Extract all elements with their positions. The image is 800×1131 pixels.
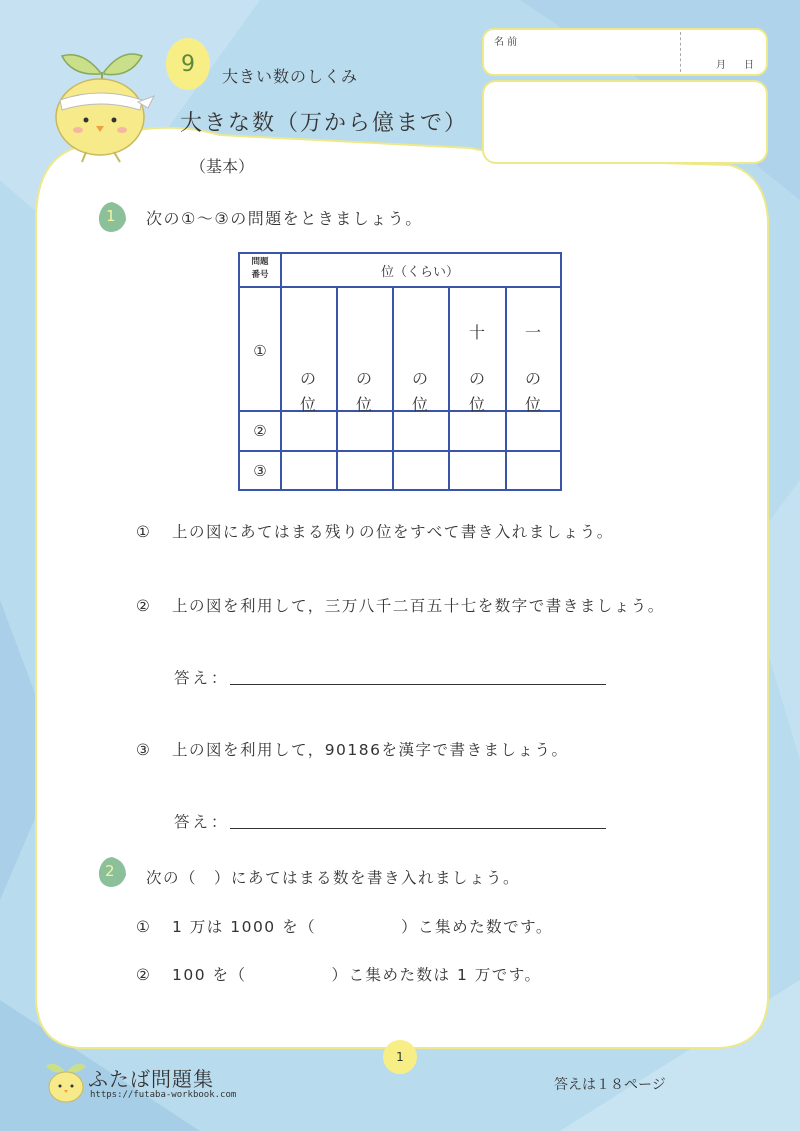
row-label-1: ① [253, 342, 267, 360]
answer-label-2: 答え： [174, 813, 230, 831]
lesson-title: 大きな数（万から億まで） [180, 111, 469, 136]
level-label: （基本） [190, 157, 255, 176]
section-1-instruction: 次の①～③の問題をときましょう。 [146, 209, 423, 228]
question-2-1: ① 1 万は 1000 を（ ）こ集めた数です。 [136, 918, 553, 936]
tens-char: 十 [468, 323, 485, 342]
name-label: 名 前 [494, 37, 518, 48]
question-1-2: ② 上の図を利用して，三万八千二百五十七を数字で書きましょう。 [136, 597, 665, 615]
place-column-2-kurai: 位 [355, 395, 372, 414]
table-header-place: 位（くらい） [380, 265, 459, 280]
answer-label-1: 答え： [174, 669, 230, 687]
page-number: 1 [396, 1050, 404, 1064]
answer-page-reference: 答えは１８ページ [554, 1077, 666, 1093]
ones-char: 一 [524, 323, 541, 342]
section-2-instruction: 次の（ ）にあてはまる数を書き入れましょう。 [146, 869, 521, 887]
day-label: 日 [744, 60, 754, 71]
place-column-2[interactable] [354, 366, 374, 418]
unit-number-badge [166, 38, 210, 90]
place-column-3-no: の [411, 369, 428, 388]
question-1-1: ① 上の図にあてはまる残りの位をすべて書き入れましょう。 [136, 523, 614, 541]
place-value-table [238, 252, 562, 491]
place-column-1[interactable] [298, 366, 318, 418]
place-column-3-kurai: 位 [411, 395, 428, 414]
answer-line-1[interactable] [230, 684, 606, 685]
brand-name: ふたば問題集 [88, 1067, 214, 1091]
place-column-tens [467, 320, 487, 346]
page-number-badge [383, 1040, 417, 1074]
futaba-logo-icon [44, 1060, 88, 1104]
place-column-ones [523, 320, 543, 346]
question-2-2: ② 100 を（ ）こ集めた数は 1 万です。 [136, 966, 542, 984]
unit-title: 大きい数のしくみ [222, 67, 359, 86]
chick-mascot-icon [42, 42, 162, 167]
question-1-3: ③ 上の図を利用して，90186を漢字で書きましょう。 [136, 741, 569, 759]
table-header-number: 問題 番号 [251, 257, 269, 280]
place-column-tens-label: の 位 [468, 369, 485, 414]
place-column-2-no: の [355, 369, 372, 388]
row-label-3: ③ [253, 462, 267, 480]
name-box[interactable] [482, 28, 768, 76]
answer-line-2[interactable] [230, 828, 606, 829]
place-column-1-no: の [299, 369, 316, 388]
score-box[interactable] [482, 80, 768, 164]
row-label-2: ② [253, 422, 267, 440]
name-date-divider [680, 32, 681, 72]
section-1-number: 1 [106, 207, 116, 225]
month-label: 月 [716, 60, 726, 71]
section-2-number: 2 [105, 862, 115, 880]
brand-url[interactable]: https://futaba-workbook.com [90, 1090, 237, 1100]
place-column-3[interactable] [410, 366, 430, 418]
place-column-ones-label: の 位 [524, 369, 541, 414]
place-column-1-kurai: 位 [299, 395, 316, 414]
unit-number: 9 [181, 51, 195, 77]
